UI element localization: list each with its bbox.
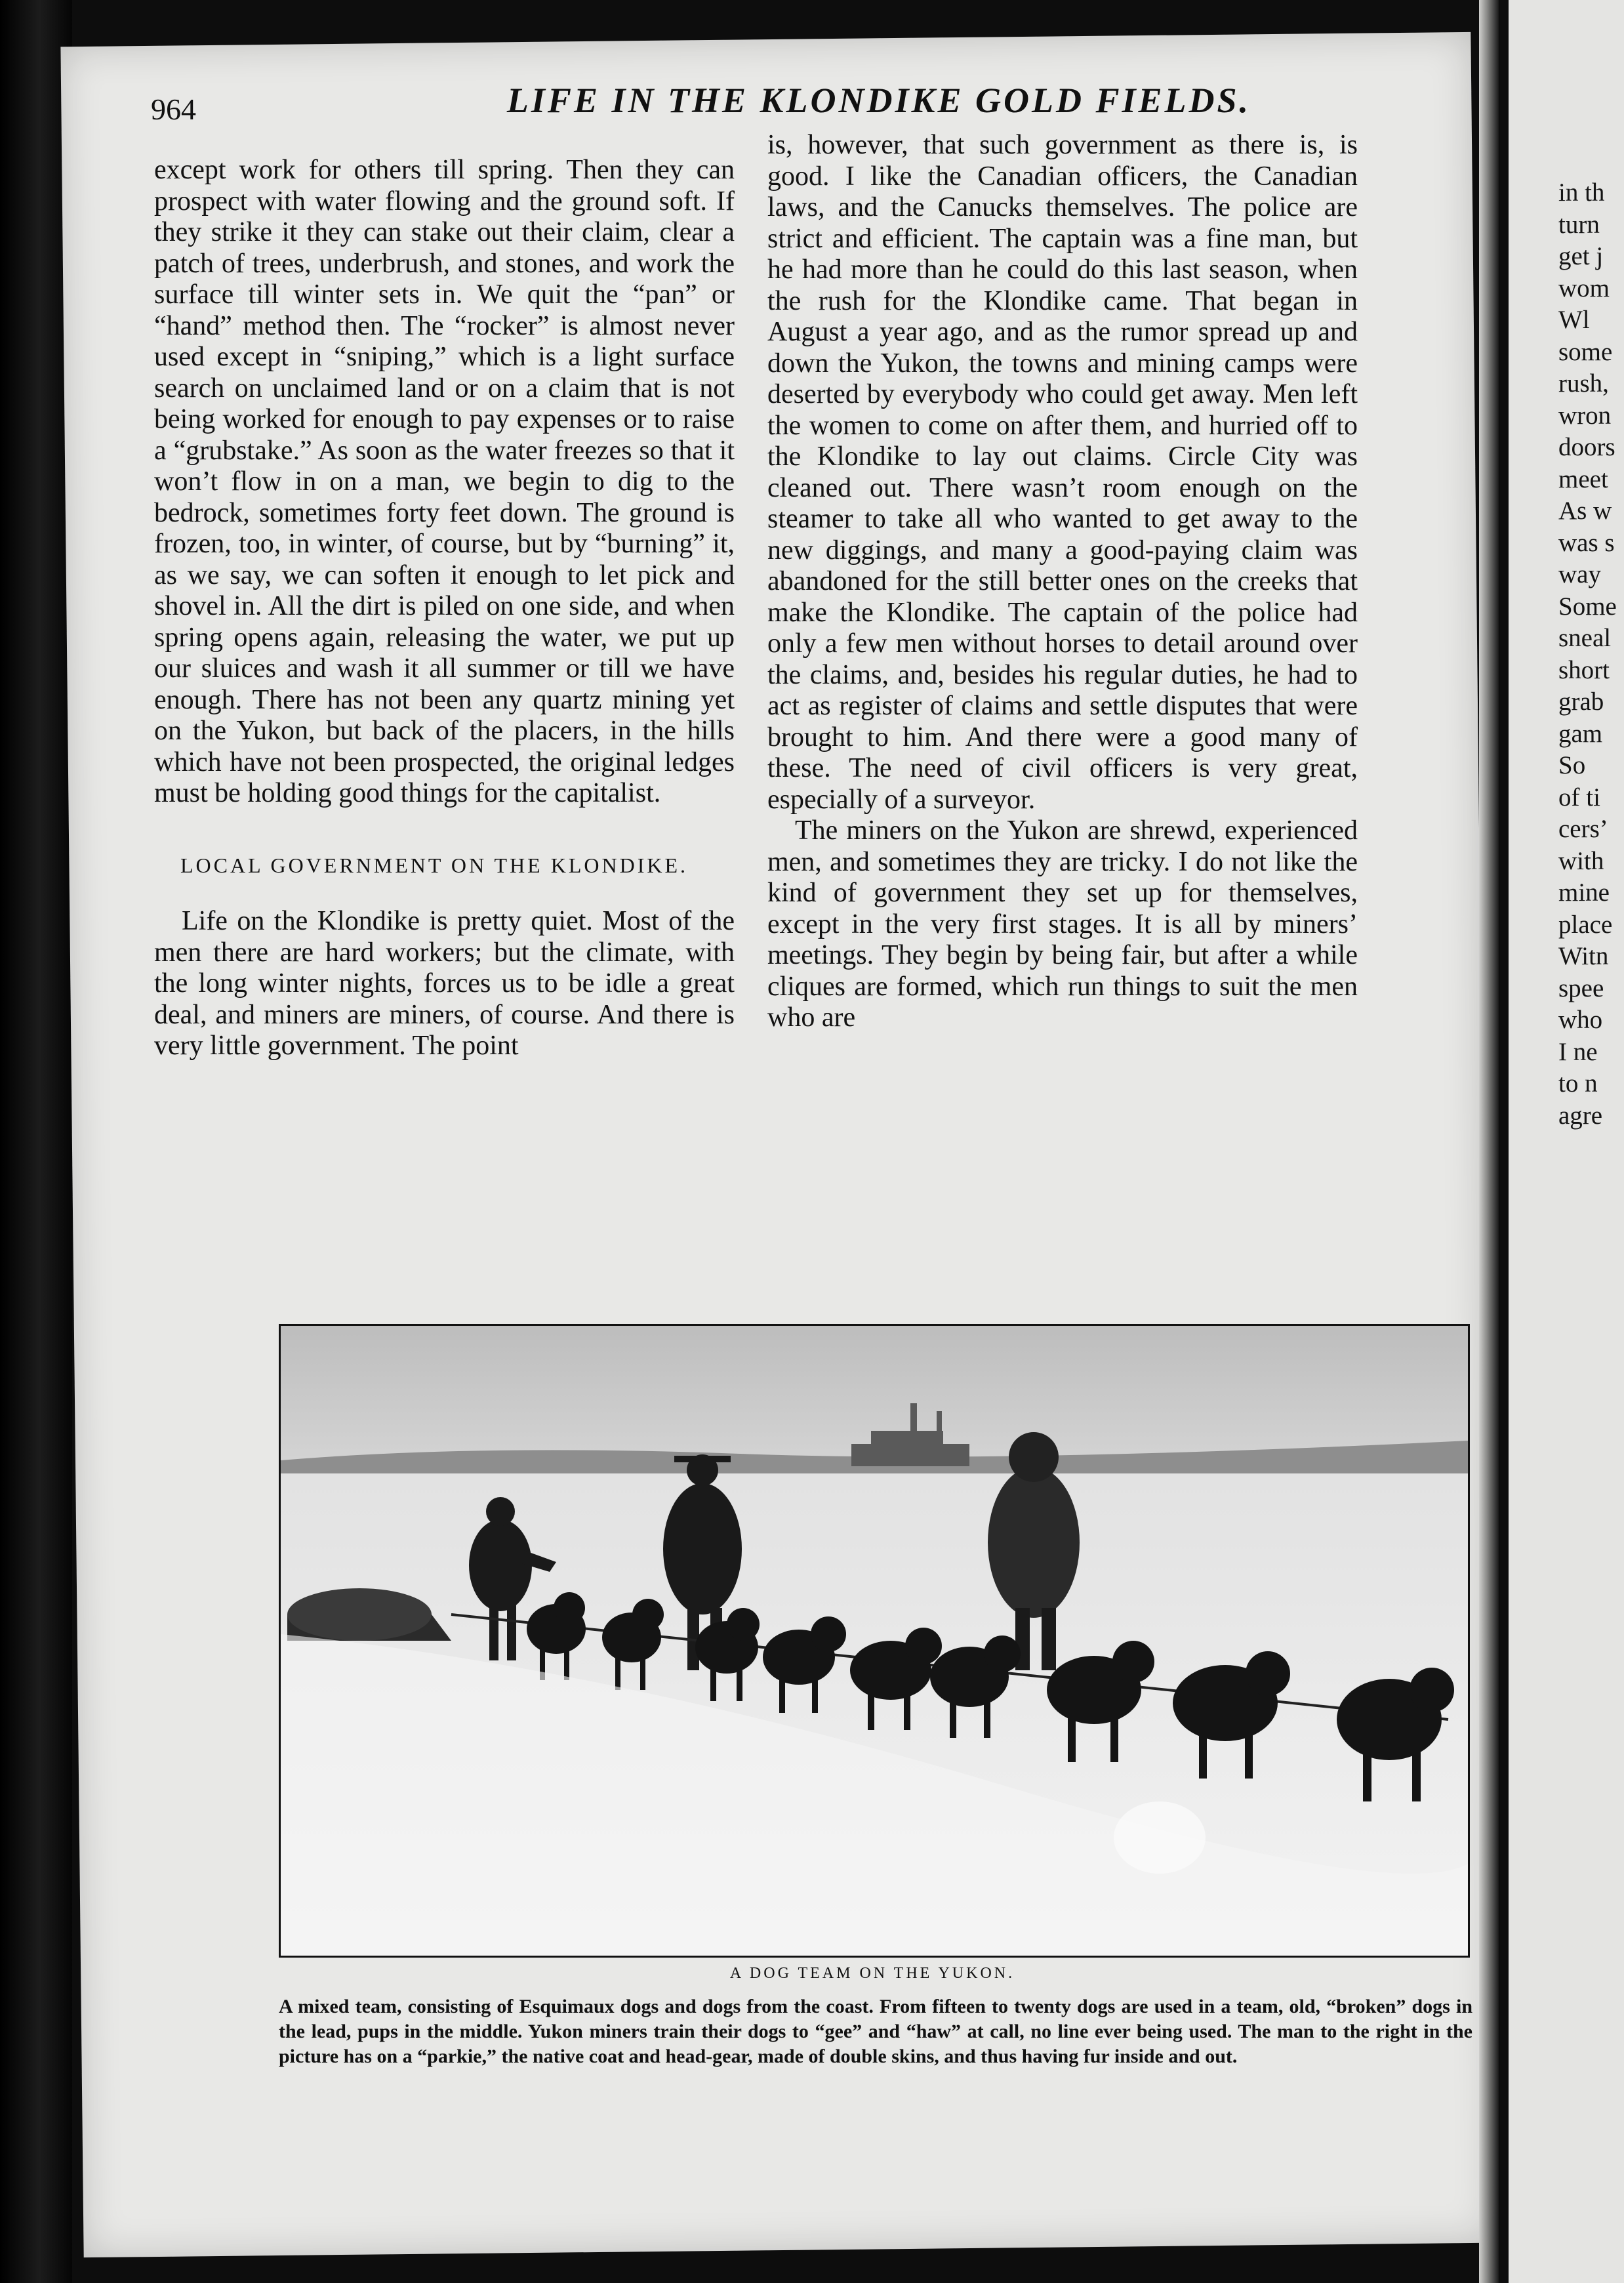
facing-page-line: I ne: [1558, 1037, 1598, 1066]
facing-page-line: meet: [1558, 464, 1608, 493]
left-paragraph-1: except work for others till spring. Then they can prospect with water flowing and the ground soft. If they strike it they can stake out their claim, clear a patch of trees, underbrush, and stones, and work the surface till winter sets in. We quit the “pan” or “hand” method then. The “rocker” is almost never used except in “sniping,” which is a light surface search on unclaimed land or on a claim that is not being worked for enough to pay expenses or to raise a “grubstake.” As soon as the water freezes so that it won’t flow in on a man, we begin to dig to the bedrock, sometimes forty feet down. The ground is frozen, too, in winter, of course, but by “burning” it, as we say, we can soften it enough to let pick and shovel in. All the dirt is piled on one side, and when spring opens again, releasing the water, we put up our sluices and wash it all summer or till we have enough. There has not been any quartz mining yet on the Yukon, but back of the placers, in the hills which have not been prospected, the original ledges must be holding good things for the capitalist.: [154, 155, 735, 808]
left-paragraph-2: Life on the Klondike is pretty quiet. Most of the men there are hard workers; but the climate, with the long winter nights, forces us to be idle a great deal, and miners are miners, of course. And there is very little government. The point: [154, 906, 735, 1061]
right-paragraph-1: is, however, that such government as there is, is good. I like the Canadian officers, the Canadian laws, and the Canucks themselves. The police are strict and efficient. The captain was a fine man, but he had more than he could do this last season, when the rush for the Klondike came. That began in August a year ago, and as the rumor spread up and down the Yukon, the towns and mining camps were deserted by everybody who could get away. Men left the women to come on after them, and hurried off to the Klondike to lay out claims. Circle City was cleaned out. There wasn’t room enough on the steamer to take all who wanted to get away to the new diggings, and many a good-paying claim was abandoned for the still better ones on the creeks that make the Klondike. The captain of the police had only a few men without horses to detail around over the claims, and, besides his regular duties, he had to act as register of claims and settle disputes that were brought to him. And there were a good many of these. The need of civil officers is very great, especially of a surveyor.: [767, 130, 1358, 815]
facing-page-line: gam: [1558, 719, 1603, 748]
facing-page-lines: [1558, 177, 1624, 1132]
left-column: [154, 155, 735, 1062]
facing-page-line: place: [1558, 910, 1613, 939]
page-number: 964: [151, 93, 196, 126]
facing-page-line: cers’: [1558, 815, 1608, 843]
facing-page-line: get j: [1558, 242, 1604, 270]
facing-page-line: As w: [1558, 497, 1612, 525]
facing-page-line: sneal: [1558, 624, 1612, 652]
facing-page-line: Wl: [1558, 306, 1590, 334]
figure-caption: A mixed team, consisting of Esquimaux dogs and dogs from the coast. From fifteen to twenty dogs are used in a team, old, “broken” dogs in the lead, pups in the middle. Yukon miners train their dogs to “gee” and “haw” at call, no line ever being used. The man to the right in the picture has on a “parkie,” the native coat and head-gear, made of double skins, and thus having fur inside and out.: [279, 1996, 1472, 2067]
facing-page-line: with: [1558, 846, 1604, 875]
facing-page-line: turn: [1558, 210, 1600, 239]
section-heading: LOCAL GOVERNMENT ON THE KLONDIKE.: [180, 853, 689, 877]
photo-illustration: [281, 1326, 1468, 1956]
running-title: LIFE IN THE KLONDIKE GOLD FIELDS.: [506, 81, 1251, 120]
facing-page-line: wom: [1558, 274, 1610, 302]
right-column: [767, 130, 1358, 1034]
facing-page-line: was s: [1558, 528, 1615, 557]
facing-page-line: rush,: [1558, 369, 1609, 398]
facing-page-line: to n: [1558, 1069, 1598, 1098]
facing-page-line: agre: [1558, 1101, 1603, 1130]
facing-page-line: Some: [1558, 592, 1617, 621]
facing-page: [1509, 0, 1624, 2283]
facing-page-line: Witn: [1558, 942, 1609, 970]
facing-page-line: So: [1558, 751, 1586, 779]
facing-page-line: mine: [1558, 878, 1610, 907]
facing-page-line: way: [1558, 560, 1601, 588]
dog-team-photo: [279, 1324, 1470, 1958]
page-edge: [1479, 0, 1499, 2283]
facing-page-line: who: [1558, 1006, 1603, 1034]
facing-page-line: spee: [1558, 974, 1604, 1002]
facing-page-line: grab: [1558, 688, 1604, 716]
right-paragraph-2: The miners on the Yukon are shrewd, experienced men, and sometimes they are tricky. I do not like the kind of government they set up for themselves, except in the very first stages. It is all by miners’ meetings. They begin by being fair, but after a while cliques are formed, which run things to suit the men who are: [767, 815, 1358, 1033]
figure-title: A DOG TEAM ON THE YUKON.: [729, 1965, 1015, 1982]
facing-page-line: doors: [1558, 433, 1615, 461]
book-spine: [0, 0, 72, 2283]
facing-page-line: short: [1558, 655, 1610, 684]
facing-page-line: in th: [1558, 178, 1605, 207]
facing-page-line: some: [1558, 337, 1613, 366]
facing-page-line: wron: [1558, 401, 1612, 430]
facing-page-line: of ti: [1558, 783, 1600, 812]
